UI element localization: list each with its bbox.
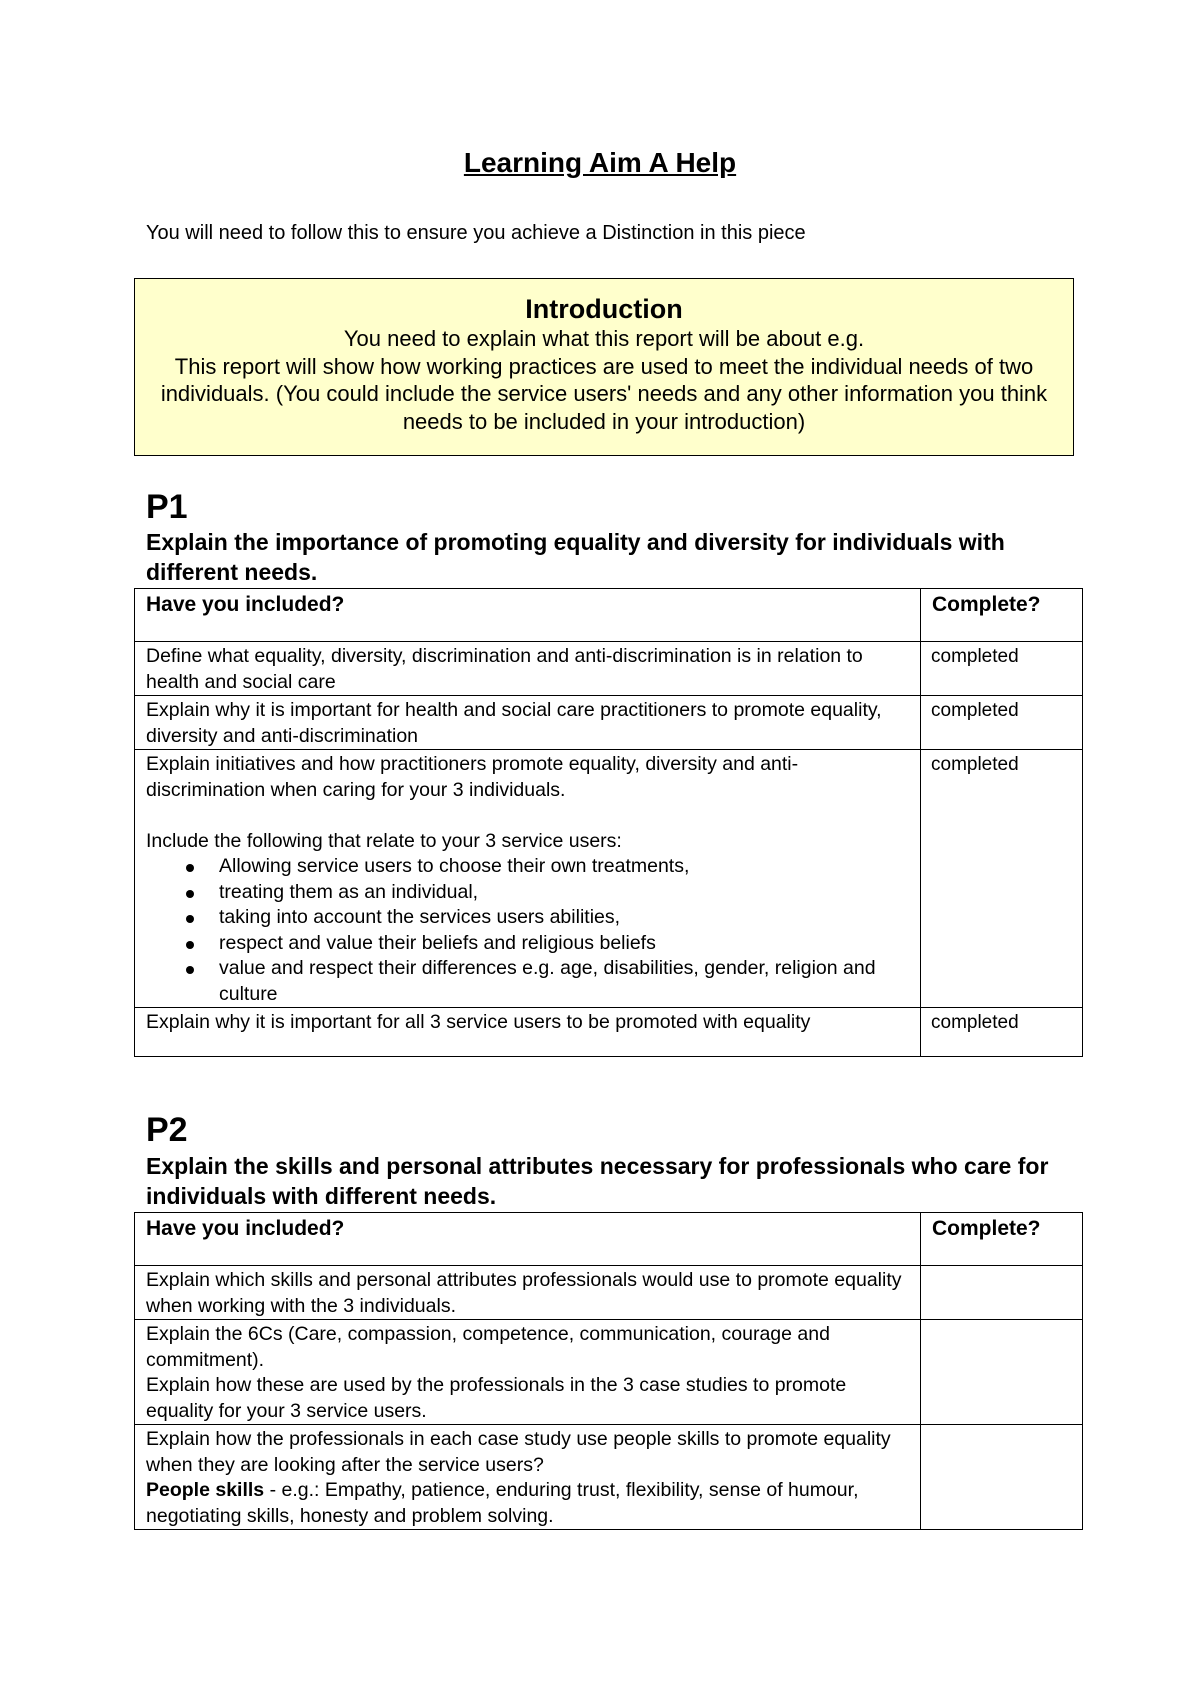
column-header-complete: Complete? — [921, 589, 1083, 642]
criterion-text: Explain why it is important for health and social care practitioners to promote equality, diversity and anti-discrimination — [135, 696, 921, 750]
p1-label: P1 — [146, 488, 188, 526]
spacer — [146, 803, 910, 829]
criterion-text-tail: - e.g.: Empathy, patience, enduring trust, flexibility, sense of humour, negotiating skills, honesty and problem solving. — [146, 1479, 859, 1527]
criterion-cell — [135, 1320, 921, 1425]
criterion-cell — [135, 750, 921, 1008]
table-row — [135, 1320, 1083, 1425]
p2-checklist-table — [134, 1212, 1083, 1530]
list-item: respect and value their beliefs and religious beliefs — [219, 931, 910, 957]
list-item: treating them as an individual, — [219, 880, 910, 906]
list-item: Allowing service users to choose their own treatments, — [219, 854, 910, 880]
introduction-box — [134, 278, 1074, 456]
bold-lead: People skills — [146, 1479, 265, 1501]
p2-heading: Explain the skills and personal attributes necessary for professionals who care for individuals with different needs. — [146, 1153, 1049, 1209]
list-item: taking into account the services users abilities, — [219, 905, 910, 931]
column-header-included: Have you included? — [135, 589, 921, 642]
criterion-text: Explain why it is important for all 3 service users to be promoted with equality — [135, 1008, 921, 1057]
p2-label: P2 — [146, 1111, 188, 1149]
bullet-list — [146, 854, 910, 1007]
table-header-row — [135, 589, 1083, 642]
criterion-text-2 — [146, 1478, 910, 1529]
table-row — [135, 750, 1083, 1008]
criterion-text: Explain initiatives and how practitioners promote equality, diversity and anti-discrimination when caring for your 3 individuals. — [146, 753, 799, 801]
criterion-text: Explain how the professionals in each case study use people skills to promote equality when they are looking after the service users? — [146, 1428, 891, 1476]
criterion-text: Explain the 6Cs (Care, compassion, competence, communication, courage and commitment). — [146, 1323, 830, 1371]
status-cell — [921, 1266, 1083, 1320]
criterion-text: Define what equality, diversity, discrimination and anti-discrimination is in relation to health and social care — [135, 642, 921, 696]
introduction-heading: Introduction — [525, 294, 683, 324]
status-cell: completed — [921, 1008, 1083, 1057]
page-title: Learning Aim A Help — [463, 147, 737, 178]
table-row — [135, 696, 1083, 750]
table-header-row — [135, 1213, 1083, 1266]
table-row — [135, 642, 1083, 696]
page-subtitle: You will need to follow this to ensure you achieve a Distinction in this piece — [146, 222, 806, 244]
status-cell: completed — [921, 750, 1083, 1008]
table-row — [135, 1008, 1083, 1057]
status-cell — [921, 1425, 1083, 1530]
status-cell — [921, 1320, 1083, 1425]
table-row — [135, 1266, 1083, 1320]
criterion-extra: Include the following that relate to your 3 service users: — [146, 829, 622, 852]
criterion-text-2: Explain how these are used by the professionals in the 3 case studies to promote equality for your 3 service users. — [146, 1374, 847, 1422]
column-header-complete: Complete? — [921, 1213, 1083, 1266]
criterion-cell — [135, 1425, 921, 1530]
status-cell: completed — [921, 642, 1083, 696]
introduction-line-1: You need to explain what this report will be about e.g. — [343, 326, 865, 351]
introduction-line-2: This report will show how working practices are used to meet the individual needs of two individuals. (You could include the service users' needs and any other information you think needs to be included in your introduction) — [160, 353, 1048, 434]
p1-heading: Explain the importance of promoting equality and diversity for individuals with different needs. — [146, 529, 1005, 585]
status-cell: completed — [921, 696, 1083, 750]
column-header-included: Have you included? — [135, 1213, 921, 1266]
p1-checklist-table — [134, 588, 1083, 1057]
list-item: value and respect their differences e.g. age, disabilities, gender, religion and culture — [219, 956, 910, 1007]
criterion-text: Explain which skills and personal attributes professionals would use to promote equality when working with the 3 individuals. — [135, 1266, 921, 1320]
table-row — [135, 1425, 1083, 1530]
